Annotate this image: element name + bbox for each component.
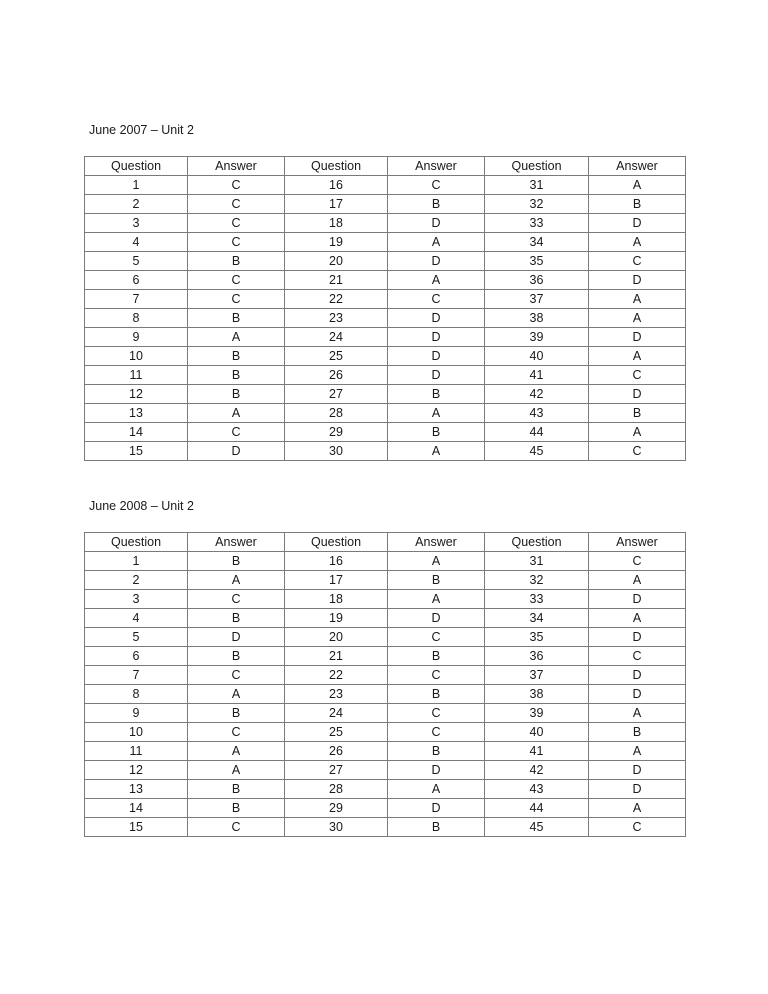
question-number-cell: 39: [485, 328, 589, 347]
answer-cell: D: [589, 271, 686, 290]
table-header-row: [85, 533, 686, 552]
answer-cell: B: [589, 723, 686, 742]
table-row: [85, 366, 686, 385]
question-number-cell: 16: [285, 176, 388, 195]
question-number-cell: 40: [485, 347, 589, 366]
answer-cell: C: [388, 290, 485, 309]
question-number-cell: 45: [485, 818, 589, 837]
question-number-cell: 21: [285, 647, 388, 666]
question-number-cell: 23: [285, 309, 388, 328]
table-row: [85, 742, 686, 761]
answer-cell: A: [188, 761, 285, 780]
answer-cell: C: [188, 176, 285, 195]
answer-cell: A: [388, 780, 485, 799]
answer-table: [84, 532, 686, 837]
question-number-cell: 19: [285, 233, 388, 252]
question-number-cell: 1: [85, 176, 188, 195]
answer-cell: B: [188, 799, 285, 818]
question-number-cell: 13: [85, 780, 188, 799]
answer-cell: B: [188, 552, 285, 571]
question-number-cell: 27: [285, 761, 388, 780]
answer-cell: D: [589, 761, 686, 780]
answer-cell: A: [589, 799, 686, 818]
question-number-cell: 38: [485, 685, 589, 704]
question-number-cell: 44: [485, 423, 589, 442]
section-title: June 2007 – Unit 2: [89, 123, 194, 137]
column-header-answer: Answer: [188, 533, 285, 552]
answer-cell: C: [188, 290, 285, 309]
question-number-cell: 41: [485, 742, 589, 761]
question-number-cell: 40: [485, 723, 589, 742]
answer-cell: C: [388, 723, 485, 742]
question-number-cell: 5: [85, 252, 188, 271]
question-number-cell: 15: [85, 442, 188, 461]
answer-cell: D: [589, 780, 686, 799]
question-number-cell: 3: [85, 590, 188, 609]
answer-cell: C: [589, 252, 686, 271]
column-header-answer: Answer: [589, 533, 686, 552]
table-row: [85, 780, 686, 799]
table-row: [85, 252, 686, 271]
column-header-question: Question: [285, 157, 388, 176]
answer-cell: A: [388, 442, 485, 461]
answer-cell: D: [388, 347, 485, 366]
answer-cell: D: [388, 252, 485, 271]
question-number-cell: 30: [285, 818, 388, 837]
answer-cell: A: [589, 571, 686, 590]
table-row: [85, 214, 686, 233]
answer-table: [84, 156, 686, 461]
answer-cell: D: [388, 761, 485, 780]
answer-cell: B: [188, 647, 285, 666]
question-number-cell: 30: [285, 442, 388, 461]
answer-cell: C: [589, 647, 686, 666]
table-row: [85, 685, 686, 704]
question-number-cell: 8: [85, 309, 188, 328]
question-number-cell: 21: [285, 271, 388, 290]
answer-cell: A: [589, 423, 686, 442]
answer-cell: B: [188, 252, 285, 271]
answer-cell: B: [589, 195, 686, 214]
question-number-cell: 16: [285, 552, 388, 571]
answer-cell: B: [188, 347, 285, 366]
table-row: [85, 628, 686, 647]
section-title: June 2008 – Unit 2: [89, 499, 194, 513]
answer-cell: C: [589, 442, 686, 461]
answer-cell: C: [589, 818, 686, 837]
question-number-cell: 18: [285, 590, 388, 609]
question-number-cell: 20: [285, 628, 388, 647]
answer-cell: A: [188, 328, 285, 347]
answer-cell: A: [589, 309, 686, 328]
table-row: [85, 404, 686, 423]
question-number-cell: 2: [85, 571, 188, 590]
question-number-cell: 24: [285, 704, 388, 723]
question-number-cell: 39: [485, 704, 589, 723]
question-number-cell: 35: [485, 628, 589, 647]
question-number-cell: 26: [285, 366, 388, 385]
answer-cell: B: [388, 385, 485, 404]
answer-cell: C: [188, 723, 285, 742]
question-number-cell: 36: [485, 647, 589, 666]
question-number-cell: 13: [85, 404, 188, 423]
answer-cell: D: [589, 590, 686, 609]
answer-cell: B: [388, 195, 485, 214]
table-header-row: [85, 157, 686, 176]
question-number-cell: 11: [85, 742, 188, 761]
question-number-cell: 29: [285, 423, 388, 442]
question-number-cell: 9: [85, 704, 188, 723]
table-row: [85, 233, 686, 252]
question-number-cell: 2: [85, 195, 188, 214]
answer-cell: B: [188, 780, 285, 799]
table-row: [85, 666, 686, 685]
answer-cell: A: [388, 590, 485, 609]
question-number-cell: 42: [485, 385, 589, 404]
question-number-cell: 15: [85, 818, 188, 837]
question-number-cell: 4: [85, 609, 188, 628]
question-number-cell: 41: [485, 366, 589, 385]
question-number-cell: 43: [485, 780, 589, 799]
question-number-cell: 6: [85, 647, 188, 666]
answer-cell: A: [589, 609, 686, 628]
table-row: [85, 609, 686, 628]
column-header-question: Question: [485, 533, 589, 552]
table-row: [85, 761, 686, 780]
answer-cell: B: [188, 385, 285, 404]
table-row: [85, 571, 686, 590]
answer-cell: A: [589, 742, 686, 761]
question-number-cell: 8: [85, 685, 188, 704]
answer-cell: C: [188, 666, 285, 685]
answer-cell: B: [188, 704, 285, 723]
column-header-answer: Answer: [589, 157, 686, 176]
question-number-cell: 1: [85, 552, 188, 571]
question-number-cell: 28: [285, 780, 388, 799]
answer-cell: A: [188, 571, 285, 590]
question-number-cell: 25: [285, 723, 388, 742]
answer-cell: A: [388, 271, 485, 290]
column-header-answer: Answer: [388, 533, 485, 552]
answer-cell: D: [589, 666, 686, 685]
question-number-cell: 3: [85, 214, 188, 233]
answer-cell: C: [388, 666, 485, 685]
answer-cell: A: [589, 233, 686, 252]
answer-cell: A: [589, 176, 686, 195]
answer-cell: C: [188, 214, 285, 233]
answer-cell: C: [388, 176, 485, 195]
question-number-cell: 32: [485, 571, 589, 590]
answer-cell: D: [388, 328, 485, 347]
question-number-cell: 38: [485, 309, 589, 328]
column-header-question: Question: [85, 157, 188, 176]
answer-cell: D: [188, 442, 285, 461]
answer-cell: B: [388, 818, 485, 837]
question-number-cell: 14: [85, 799, 188, 818]
table-row: [85, 590, 686, 609]
question-number-cell: 26: [285, 742, 388, 761]
column-header-answer: Answer: [188, 157, 285, 176]
question-number-cell: 34: [485, 233, 589, 252]
answer-cell: A: [589, 347, 686, 366]
question-number-cell: 14: [85, 423, 188, 442]
question-number-cell: 10: [85, 347, 188, 366]
answer-cell: B: [188, 309, 285, 328]
question-number-cell: 22: [285, 290, 388, 309]
table-row: [85, 647, 686, 666]
answer-cell: D: [388, 799, 485, 818]
answer-section-june-2007: [84, 122, 685, 461]
answer-cell: D: [589, 628, 686, 647]
answer-cell: D: [388, 366, 485, 385]
question-number-cell: 23: [285, 685, 388, 704]
answer-cell: D: [589, 685, 686, 704]
question-number-cell: 28: [285, 404, 388, 423]
question-number-cell: 18: [285, 214, 388, 233]
question-number-cell: 17: [285, 195, 388, 214]
answer-cell: B: [589, 404, 686, 423]
table-row: [85, 290, 686, 309]
question-number-cell: 24: [285, 328, 388, 347]
column-header-question: Question: [485, 157, 589, 176]
answer-cell: D: [589, 214, 686, 233]
column-header-answer: Answer: [388, 157, 485, 176]
question-number-cell: 10: [85, 723, 188, 742]
question-number-cell: 12: [85, 761, 188, 780]
question-number-cell: 19: [285, 609, 388, 628]
answer-cell: D: [589, 385, 686, 404]
answer-cell: C: [188, 818, 285, 837]
answer-cell: D: [188, 628, 285, 647]
table-row: [85, 309, 686, 328]
answer-cell: B: [388, 742, 485, 761]
question-number-cell: 34: [485, 609, 589, 628]
question-number-cell: 27: [285, 385, 388, 404]
question-number-cell: 35: [485, 252, 589, 271]
question-number-cell: 33: [485, 590, 589, 609]
question-number-cell: 43: [485, 404, 589, 423]
question-number-cell: 7: [85, 290, 188, 309]
table-row: [85, 423, 686, 442]
answer-cell: C: [388, 704, 485, 723]
answer-cell: A: [188, 742, 285, 761]
question-number-cell: 44: [485, 799, 589, 818]
table-row: [85, 723, 686, 742]
answer-cell: C: [188, 423, 285, 442]
answer-cell: A: [589, 704, 686, 723]
question-number-cell: 31: [485, 176, 589, 195]
table-row: [85, 271, 686, 290]
question-number-cell: 7: [85, 666, 188, 685]
question-number-cell: 17: [285, 571, 388, 590]
table-row: [85, 818, 686, 837]
question-number-cell: 22: [285, 666, 388, 685]
answer-cell: A: [188, 685, 285, 704]
answer-cell: C: [388, 628, 485, 647]
question-number-cell: 37: [485, 666, 589, 685]
question-number-cell: 42: [485, 761, 589, 780]
answer-cell: A: [388, 404, 485, 423]
table-row: [85, 552, 686, 571]
table-row: [85, 195, 686, 214]
question-number-cell: 5: [85, 628, 188, 647]
answer-cell: C: [188, 233, 285, 252]
answer-cell: C: [589, 552, 686, 571]
question-number-cell: 6: [85, 271, 188, 290]
question-number-cell: 31: [485, 552, 589, 571]
question-number-cell: 4: [85, 233, 188, 252]
question-number-cell: 9: [85, 328, 188, 347]
answer-cell: A: [589, 290, 686, 309]
question-number-cell: 45: [485, 442, 589, 461]
question-number-cell: 29: [285, 799, 388, 818]
answer-cell: A: [388, 233, 485, 252]
answer-cell: B: [388, 685, 485, 704]
column-header-question: Question: [285, 533, 388, 552]
table-row: [85, 328, 686, 347]
answer-cell: D: [388, 609, 485, 628]
answer-cell: B: [188, 366, 285, 385]
question-number-cell: 32: [485, 195, 589, 214]
answer-cell: A: [188, 404, 285, 423]
answer-cell: C: [188, 195, 285, 214]
question-number-cell: 33: [485, 214, 589, 233]
answer-cell: B: [188, 609, 285, 628]
answer-cell: A: [388, 552, 485, 571]
answer-cell: C: [589, 366, 686, 385]
answer-cell: D: [388, 214, 485, 233]
answer-cell: B: [388, 647, 485, 666]
table-row: [85, 442, 686, 461]
answer-cell: C: [188, 271, 285, 290]
question-number-cell: 20: [285, 252, 388, 271]
question-number-cell: 36: [485, 271, 589, 290]
question-number-cell: 11: [85, 366, 188, 385]
column-header-question: Question: [85, 533, 188, 552]
answer-cell: C: [188, 590, 285, 609]
question-number-cell: 12: [85, 385, 188, 404]
table-row: [85, 176, 686, 195]
answer-cell: B: [388, 571, 485, 590]
table-row: [85, 385, 686, 404]
question-number-cell: 37: [485, 290, 589, 309]
table-row: [85, 799, 686, 818]
table-row: [85, 704, 686, 723]
question-number-cell: 25: [285, 347, 388, 366]
table-row: [85, 347, 686, 366]
answer-cell: D: [589, 328, 686, 347]
answer-cell: B: [388, 423, 485, 442]
answer-section-june-2008: [84, 498, 685, 837]
answer-cell: D: [388, 309, 485, 328]
